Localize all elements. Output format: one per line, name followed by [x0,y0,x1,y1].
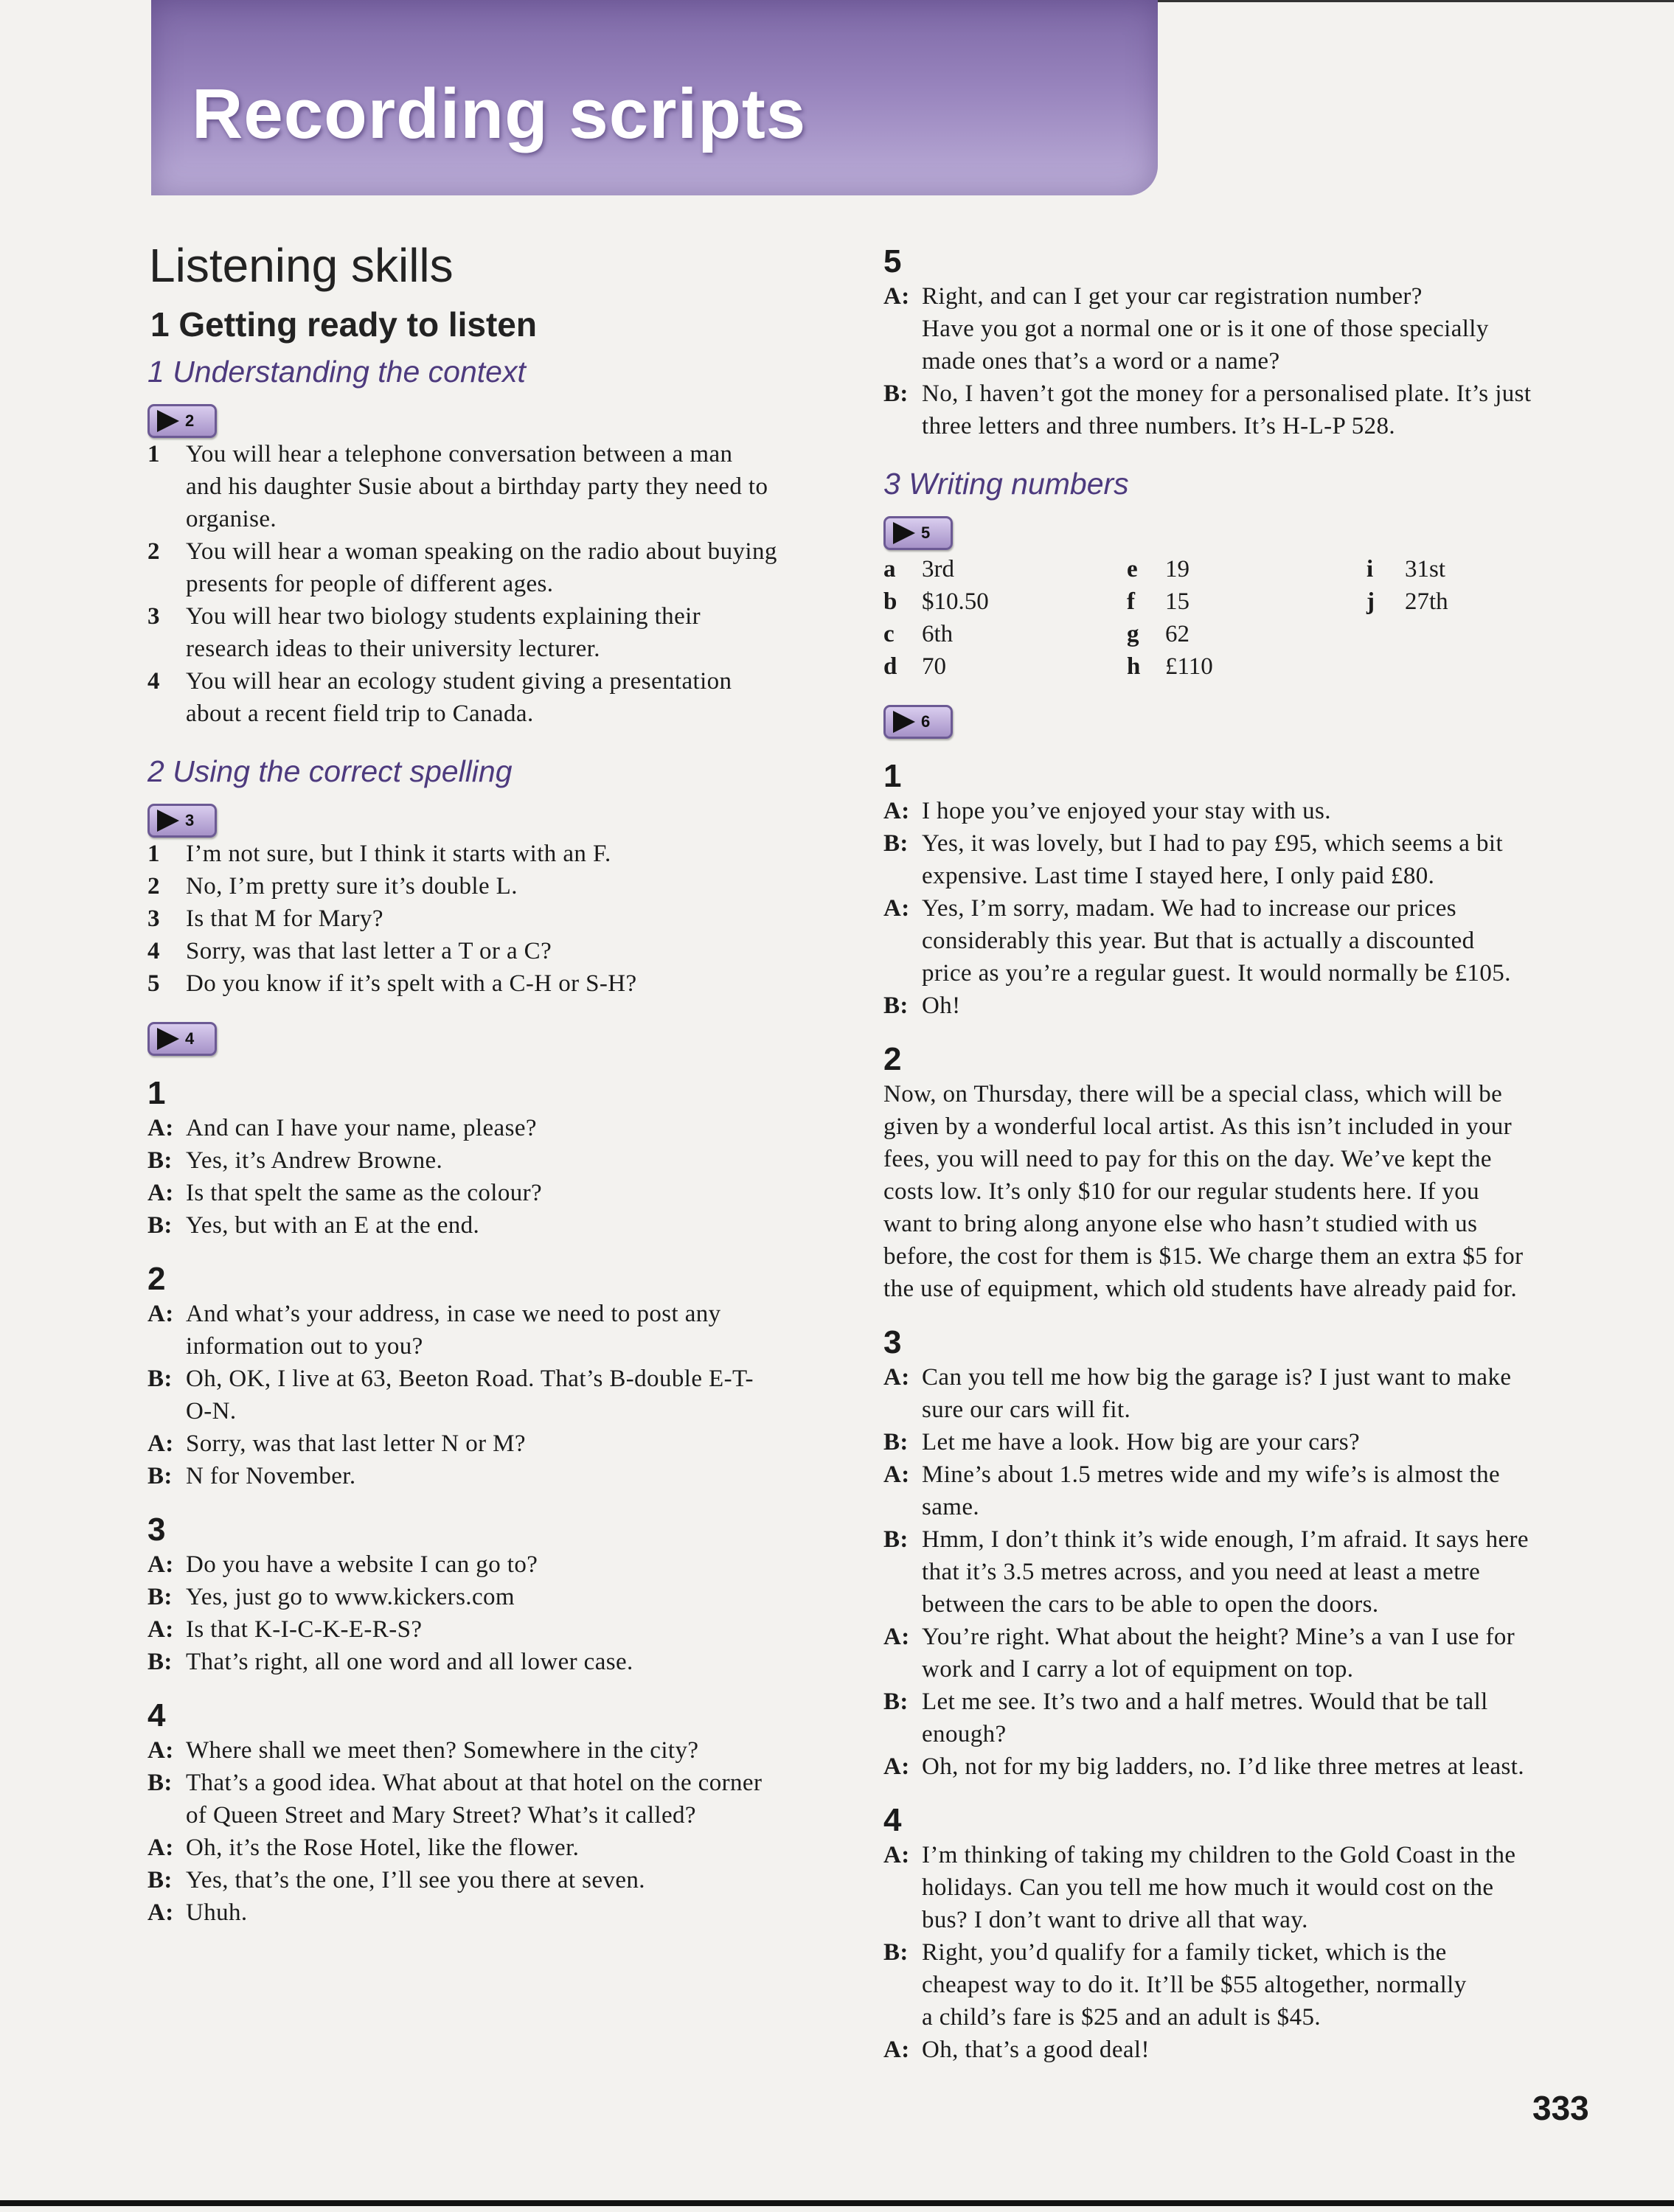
item-text: 70 [922,653,946,680]
item-text: Yes, just go to www.kickers.com [186,1584,515,1610]
script-number: 1 [147,1075,166,1111]
item-text: Sorry, was that last letter N or M? [186,1430,526,1457]
list-item [147,665,863,730]
script-list [883,1839,1614,2066]
audio-track-button[interactable] [147,1022,217,1056]
script-list [147,438,863,730]
item-label: i [1366,556,1374,582]
list-item [1127,650,1366,683]
item-label: A: [147,1616,174,1643]
item-label: b [883,588,897,615]
header-banner [151,0,1158,195]
item-label: A: [883,1842,910,1868]
item-text: You will hear two biology students explaining their research ideas to their university lecturer. [186,603,701,662]
list-item [147,1896,863,1929]
script-number: 5 [883,243,902,279]
item-text: No, I haven’t got the money for a personalised plate. It’s just three letters and three numbers. It’s H-L-P 528. [922,380,1532,439]
list-item [147,967,863,1000]
script-list [147,1112,863,1242]
list-item [883,1936,1614,2034]
audio-track-button[interactable] [883,705,953,739]
play-icon [893,711,915,733]
item-text: Sorry, was that last letter a T or a C? [186,938,552,964]
item-text: 27th [1405,588,1448,615]
list-item [147,902,863,935]
item-label: h [1127,653,1141,680]
item-text: I’m not sure, but I think it starts with an F. [186,841,611,867]
list-item [147,935,863,967]
play-icon [157,810,179,832]
list-item [147,1298,863,1363]
script-list [147,1548,863,1678]
list-item [883,892,1614,990]
item-label: A: [883,1753,910,1780]
numbers-grid [883,553,1614,683]
track-number: 3 [185,811,195,830]
item-label: A: [147,1834,174,1861]
list-item [147,535,863,600]
item-label: g [1127,621,1139,647]
item-label: 2 [147,538,160,565]
item-label: B: [883,830,909,857]
audio-track-button[interactable] [147,804,217,838]
item-text: You will hear a telephone conversation between a man and his daughter Susie about a birthday party they need to organise. [186,441,768,532]
page-number: 333 [1532,2089,1589,2127]
item-text: Is that K-I-C-K-E-R-S? [186,1616,423,1643]
list-item [883,795,1614,827]
list-item [147,838,863,870]
list-item [883,585,1127,618]
script-number: 4 [883,1802,902,1838]
audio-track-wrap [147,1000,863,1056]
item-text: Uhuh. [186,1899,248,1926]
list-item [147,600,863,665]
item-text: Yes, but with an E at the end. [186,1212,480,1239]
list-item [883,553,1127,585]
item-text: You will hear an ecology student giving a presentation about a recent field trip to Canada. [186,668,732,727]
list-item [883,280,1614,378]
item-text: And can I have your name, please? [186,1115,537,1141]
item-label: A: [883,283,910,310]
item-label: 5 [147,970,160,997]
item-label: B: [147,1649,173,1675]
item-text: £110 [1165,653,1213,680]
audio-track-button[interactable] [147,404,217,438]
script-list [147,838,863,1000]
item-text: Right, you’d qualify for a family ticket, which is the cheapest way to do it. It’ll be $55 altogether, normally a child’s fare is $25 and an adult is $45. [922,1939,1467,2031]
list-item [883,1523,1614,1621]
item-text: Do you have a website I can go to? [186,1551,538,1578]
script-number: 2 [883,1041,902,1077]
list-item [883,827,1614,892]
item-label: A: [883,1624,910,1650]
list-item [147,1864,863,1896]
list-item [1127,553,1366,585]
item-text: No, I’m pretty sure it’s double L. [186,873,518,900]
item-label: 1 [147,441,160,467]
bottom-rule [0,2200,1674,2206]
list-item [147,1144,863,1177]
page-edge-line [1158,0,1674,2]
script-number: 3 [147,1512,166,1548]
list-item [147,1363,863,1427]
item-label: j [1366,588,1375,615]
script-paragraph: Now, on Thursday, there will be a special class, which will be given by a wonderful local artist. As this isn’t included in your fees, you will need to pay for this on the day. We’ve kept the costs low. It’s only $10 for our regular students here. If you want to bring along anyone else who hasn’t studied with us before, the cost for them is $15. We charge them an extra $5 for the use of equipment, which old students have already paid for. [883,1081,1524,1302]
page-title: Recording scripts [192,74,807,153]
play-icon [157,410,179,432]
item-text: $10.50 [922,588,989,615]
item-text: Oh! [922,992,961,1019]
item-label: A: [147,1551,174,1578]
item-text: 31st [1405,556,1446,582]
script-list [883,1361,1614,1783]
track-number: 6 [921,712,931,731]
subsection-heading: 3 Writing numbers [883,467,1129,501]
item-text: Is that spelt the same as the colour? [186,1180,543,1206]
list-item [883,378,1614,442]
item-label: 3 [147,905,160,932]
list-item [147,438,863,535]
item-label: e [1127,556,1138,582]
script-list [883,795,1614,1022]
list-item [883,1750,1614,1783]
script-number: 1 [883,758,902,794]
list-item [147,1112,863,1144]
item-label: B: [883,1526,909,1553]
script-list [147,1298,863,1492]
item-text: Hmm, I don’t think it’s wide enough, I’m afraid. It says here that it’s 3.5 metres across, and you need at least a metre between the cars to be able to open the doors. [922,1526,1529,1618]
left-column [147,234,863,1929]
list-item [883,1839,1614,1936]
list-item [147,1177,863,1209]
list-item [883,1686,1614,1750]
item-text: And what’s your address, in case we need to post any information out to you? [186,1301,721,1360]
item-label: f [1127,588,1135,615]
item-label: A: [147,1301,174,1327]
item-label: d [883,653,897,680]
list-item [883,1458,1614,1523]
item-label: 3 [147,603,160,630]
audio-track-button[interactable] [883,516,953,550]
play-icon [893,522,915,544]
list-item [147,1548,863,1581]
list-item [147,1460,863,1492]
script-list [883,280,1614,442]
subsection-heading: 2 Using the correct spelling [147,754,513,788]
item-text: Oh, it’s the Rose Hotel, like the flower. [186,1834,580,1861]
item-label: B: [883,1429,909,1455]
script-number: 3 [883,1324,902,1360]
item-text: Where shall we meet then? Somewhere in the city? [186,1737,699,1764]
list-item [147,1427,863,1460]
item-text: 3rd [922,556,954,582]
item-label: B: [147,1147,173,1174]
item-label: B: [883,1939,909,1966]
item-text: You will hear a woman speaking on the radio about buying presents for people of different ages. [186,538,777,597]
item-text: 15 [1165,588,1189,615]
item-text: Yes, it’s Andrew Browne. [186,1147,443,1174]
item-text: That’s a good idea. What about at that hotel on the corner of Queen Street and Mary Street? What’s it called? [186,1770,763,1829]
item-text: Yes, I’m sorry, madam. We had to increase our prices considerably this year. But that is actually a discounted price as you’re a regular guest. It would normally be £105. [922,895,1511,987]
audio-track-wrap [883,506,1614,550]
list-item [883,650,1127,683]
list-item [1127,585,1366,618]
item-text: I’m thinking of taking my children to the Gold Coast in the holidays. Can you tell me how much it would cost on the bus? I don’t want to drive all that way. [922,1842,1516,1933]
item-label: 4 [147,938,160,964]
list-item [883,2034,1614,2066]
list-item [883,1361,1614,1426]
item-label: B: [883,1688,909,1715]
list-item [147,1767,863,1832]
item-label: B: [147,1366,173,1392]
script-number: 4 [147,1697,166,1733]
list-item [883,990,1614,1022]
item-text: N for November. [186,1463,356,1489]
track-number: 2 [185,411,195,430]
item-text: That’s right, all one word and all lower case. [186,1649,633,1675]
list-item [147,1613,863,1646]
item-text: Yes, it was lovely, but I had to pay £95, which seems a bit expensive. Last time I stayed here, I only paid £80. [922,830,1504,889]
audio-track-wrap [147,394,863,438]
list-item [147,870,863,902]
item-text: Yes, that’s the one, I’ll see you there at seven. [186,1867,645,1893]
item-label: 2 [147,873,160,900]
list-item [1366,585,1588,618]
item-label: B: [147,1212,173,1239]
item-text: 19 [1165,556,1189,582]
unit-heading: 1 Getting ready to listen [150,305,537,344]
item-label: B: [147,1463,173,1489]
item-text: Let me see. It’s two and a half metres. Would that be tall enough? [922,1688,1488,1747]
right-column [883,243,1614,2066]
item-label: A: [883,895,910,922]
item-label: A: [147,1430,174,1457]
item-label: A: [147,1115,174,1141]
list-item [147,1832,863,1864]
play-icon [157,1028,179,1050]
item-label: B: [883,380,909,407]
list-item [883,1426,1614,1458]
item-text: Mine’s about 1.5 metres wide and my wife’s is almost the same. [922,1461,1501,1520]
track-number: 5 [921,524,931,542]
list-item [1366,553,1588,585]
item-text: Do you know if it’s spelt with a C-H or S-H? [186,970,637,997]
item-text: 6th [922,621,954,647]
script-list [147,1734,863,1929]
list-item [147,1646,863,1678]
item-text: Oh, OK, I live at 63, Beeton Road. That’s B-double E-T- O-N. [186,1366,754,1425]
item-label: A: [147,1180,174,1206]
script-number: 2 [147,1261,166,1297]
list-item [1127,618,1366,650]
item-text: I hope you’ve enjoyed your stay with us. [922,798,1331,824]
item-text: You’re right. What about the height? Mine’s a van I use for work and I carry a lot of equipment on top. [922,1624,1515,1683]
item-label: A: [147,1899,174,1926]
item-text: Is that M for Mary? [186,905,383,932]
section-title: Listening skills [149,239,454,292]
audio-track-wrap [147,793,863,838]
item-text: Can you tell me how big the garage is? I just want to make sure our cars will fit. [922,1364,1512,1423]
list-item [883,1621,1614,1686]
item-label: A: [883,798,910,824]
item-label: B: [147,1867,173,1893]
item-label: a [883,556,896,582]
item-label: B: [147,1770,173,1796]
item-label: 4 [147,668,160,695]
item-text: Oh, not for my big ladders, no. I’d like three metres at least. [922,1753,1524,1780]
item-label: A: [147,1737,174,1764]
list-item [883,618,1127,650]
item-text: 62 [1165,621,1189,647]
item-label: B: [883,992,909,1019]
item-text: Let me have a look. How big are your cars? [922,1429,1361,1455]
list-item [147,1734,863,1767]
item-label: A: [883,1461,910,1488]
item-label: B: [147,1584,173,1610]
audio-track-wrap [883,683,1614,739]
item-text: Right, and can I get your car registration number? Have you got a normal one or is it one of those specially made ones that’s a word or a name? [922,283,1489,375]
item-text: Oh, that’s a good deal! [922,2037,1150,2063]
track-number: 4 [185,1029,195,1048]
list-item [147,1209,863,1242]
item-label: A: [883,1364,910,1391]
item-label: c [883,621,895,647]
list-item [147,1581,863,1613]
subsection-heading: 1 Understanding the context [147,355,526,389]
item-label: 1 [147,841,160,867]
item-label: A: [883,2037,910,2063]
